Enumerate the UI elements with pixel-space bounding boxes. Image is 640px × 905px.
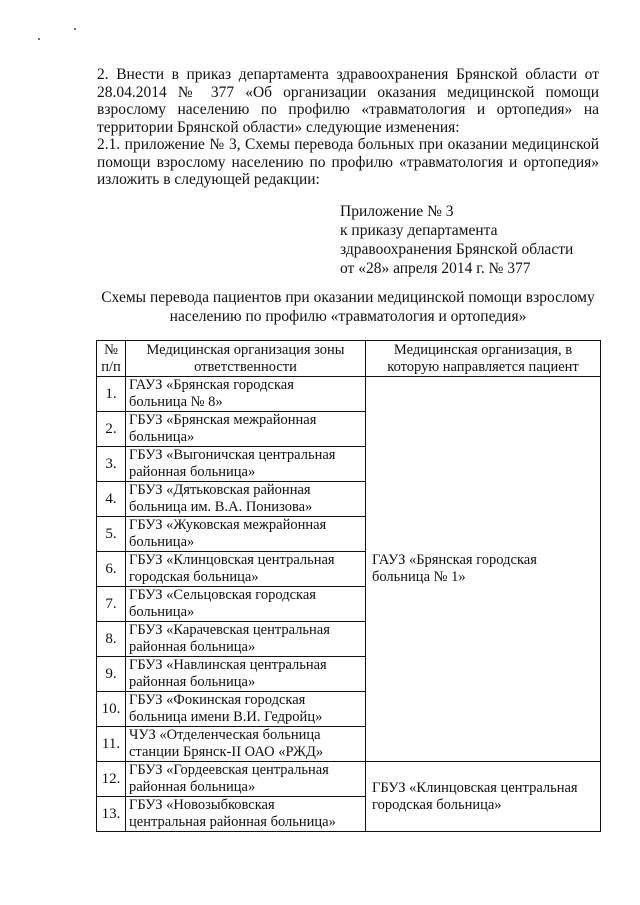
table-header-row bbox=[97, 341, 601, 377]
header-line: Медицинская организация зоны bbox=[146, 342, 345, 358]
row-organization bbox=[126, 412, 366, 447]
org-line: станции Брянск-II ОАО «РЖД» bbox=[129, 744, 324, 760]
paragraph-2 bbox=[97, 66, 599, 136]
org-line: ГБУЗ «Дятьковская районная bbox=[129, 482, 311, 498]
row-organization bbox=[126, 482, 366, 517]
destination-cell bbox=[366, 762, 601, 832]
row-organization bbox=[126, 447, 366, 482]
row-number: 2. bbox=[97, 412, 126, 447]
org-line: районная больница» bbox=[129, 639, 256, 655]
org-line: городская больница» bbox=[129, 569, 259, 585]
destination-line: ГБУЗ «Клинцовская центральная bbox=[372, 779, 578, 796]
header-dest bbox=[366, 341, 601, 377]
header-line: Медицинская организация, в bbox=[393, 342, 573, 358]
row-organization bbox=[126, 552, 366, 587]
caption-line: населению по профилю «травматология и ортопедия» bbox=[169, 308, 527, 325]
org-line: ГБУЗ «Навлинская центральная bbox=[129, 657, 327, 673]
org-line: районная больница» bbox=[129, 779, 256, 795]
row-number: 11. bbox=[97, 727, 126, 762]
org-line: ГАУЗ «Брянская городская bbox=[129, 377, 294, 393]
row-organization bbox=[126, 377, 366, 412]
row-organization bbox=[126, 762, 366, 797]
row-organization bbox=[126, 587, 366, 622]
appendix-reference bbox=[340, 202, 573, 278]
org-line: районная больница» bbox=[129, 674, 256, 690]
header-line: № bbox=[104, 342, 118, 358]
destination-line: ГАУЗ «Брянская городская bbox=[372, 552, 537, 568]
paragraph-2-1 bbox=[97, 136, 599, 189]
row-number: 1. bbox=[97, 377, 126, 412]
table-row bbox=[97, 762, 601, 797]
org-line: центральная районная больница» bbox=[129, 814, 336, 830]
row-organization bbox=[126, 692, 366, 727]
destination-cell bbox=[366, 377, 601, 762]
paragraph-line: помощи взрослому населению по профилю «травматология и ортопедия» bbox=[97, 153, 599, 171]
scan-speck bbox=[38, 38, 40, 40]
org-line: ГБУЗ «Жуковская межрайонная bbox=[129, 517, 327, 533]
header-line: которую направляется пациент bbox=[387, 359, 579, 375]
scan-speck bbox=[74, 28, 76, 30]
org-line: больница» bbox=[129, 604, 195, 620]
row-number: 12. bbox=[97, 762, 126, 797]
org-line: больница» bbox=[129, 534, 195, 550]
row-number: 7. bbox=[97, 587, 126, 622]
header-line: ответственности bbox=[194, 359, 297, 375]
destination-line: городская больница» bbox=[372, 796, 502, 813]
appendix-line: к приказу департамента bbox=[340, 222, 498, 239]
row-organization bbox=[126, 797, 366, 832]
row-number: 13. bbox=[97, 797, 126, 832]
org-line: ГБУЗ «Новозыбковская bbox=[129, 797, 275, 813]
table-caption bbox=[97, 288, 599, 326]
row-number: 5. bbox=[97, 517, 126, 552]
row-organization bbox=[126, 657, 366, 692]
paragraph-line: 2.1. приложение № 3, Схемы перевода больных при оказании медицинской bbox=[97, 136, 599, 153]
org-line: ГБУЗ «Сельцовская городская bbox=[129, 587, 316, 603]
caption-line: Схемы перевода пациентов при оказании медицинской помощи взрослому bbox=[101, 289, 595, 306]
scan-specks bbox=[36, 26, 86, 46]
row-organization bbox=[126, 727, 366, 762]
paragraph-line: территории Брянской области» следующие изменения: bbox=[97, 118, 460, 136]
row-number: 9. bbox=[97, 657, 126, 692]
table-row bbox=[97, 377, 601, 412]
row-number: 6. bbox=[97, 552, 126, 587]
appendix-line: от «28» апреля 2014 г. № 377 bbox=[340, 260, 531, 277]
paragraph-line: 2. Внести в приказ департамента здравоохранения Брянской области от bbox=[97, 66, 599, 83]
paragraph-line: взрослому населению по профилю «травматология и ортопедия» на bbox=[97, 101, 599, 118]
org-line: ГБУЗ «Выгоничская центральная bbox=[129, 447, 336, 463]
org-line: больница имени В.И. Гедройц» bbox=[129, 709, 323, 725]
row-number: 8. bbox=[97, 622, 126, 657]
org-line: больница» bbox=[129, 429, 195, 445]
destination-line: больница № 1» bbox=[372, 569, 466, 585]
row-number: 10. bbox=[97, 692, 126, 727]
org-line: ГБУЗ «Брянская межрайонная bbox=[129, 412, 317, 428]
header-line: п/п bbox=[101, 359, 121, 375]
header-num bbox=[97, 341, 126, 377]
header-org bbox=[126, 341, 366, 377]
org-line: ГБУЗ «Фокинская городская bbox=[129, 692, 306, 708]
row-number: 3. bbox=[97, 447, 126, 482]
org-line: районная больница» bbox=[129, 464, 256, 480]
appendix-line: Приложение № 3 bbox=[340, 203, 454, 220]
appendix-line: здравоохранения Брянской области bbox=[340, 241, 574, 258]
org-line: больница им. В.А. Понизова» bbox=[129, 499, 313, 515]
org-line: ЧУЗ «Отделенческая больница bbox=[129, 727, 321, 743]
org-line: ГБУЗ «Гордеевская центральная bbox=[129, 762, 329, 778]
org-line: ГБУЗ «Карачевская центральная bbox=[129, 622, 330, 638]
paragraph-line: 28.04.2014 № 377 «Об организации оказания медицинской помощи bbox=[97, 83, 599, 101]
row-organization bbox=[126, 622, 366, 657]
row-organization bbox=[126, 517, 366, 552]
paragraph-line: изложить в следующей редакции: bbox=[97, 171, 320, 188]
org-line: ГБУЗ «Клинцовская центральная bbox=[129, 552, 335, 568]
row-number: 4. bbox=[97, 482, 126, 517]
org-line: больница № 8» bbox=[129, 394, 223, 410]
transfer-schema-table bbox=[96, 340, 601, 832]
